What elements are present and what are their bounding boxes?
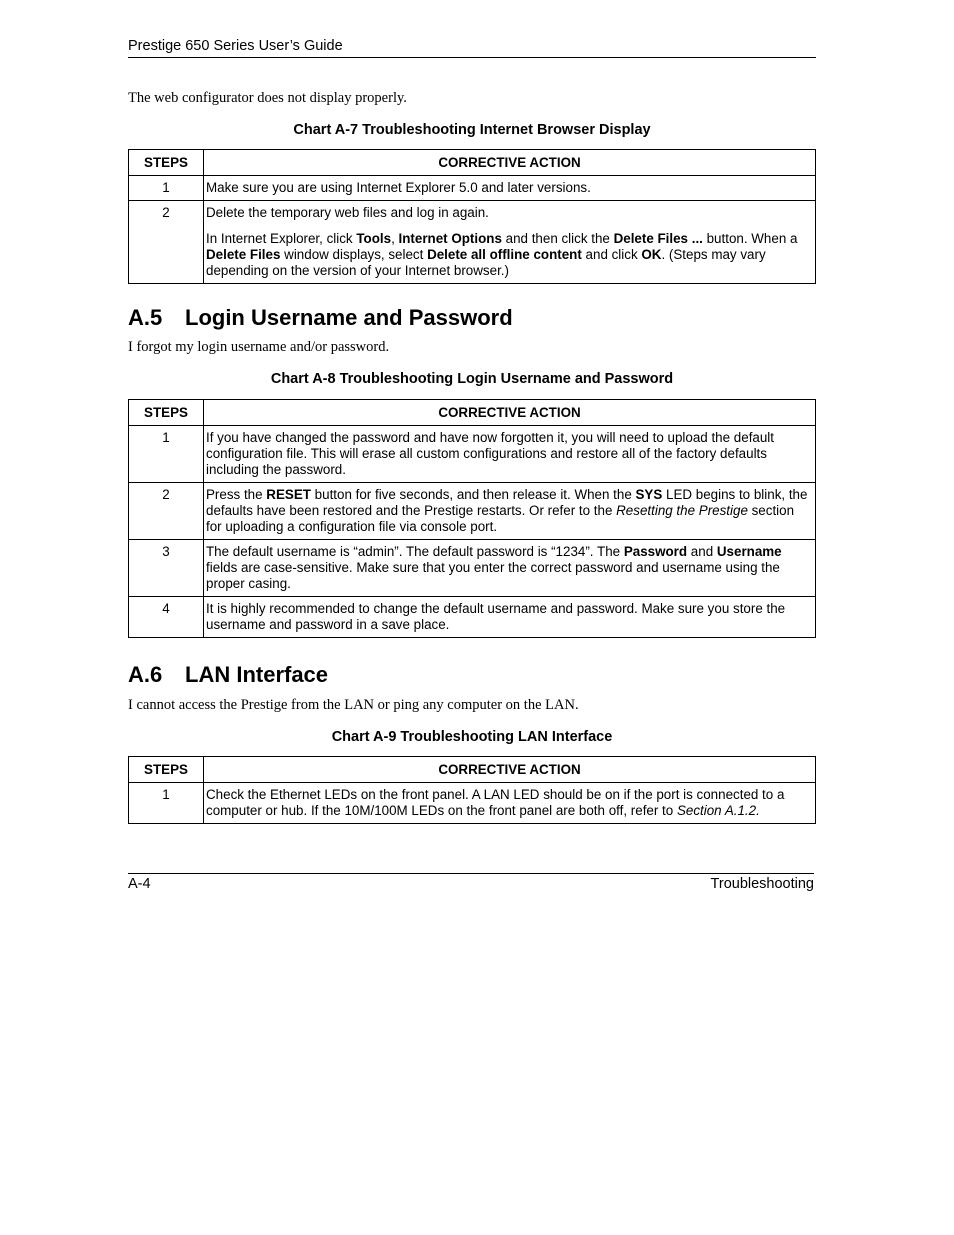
- chart-a9-table: [128, 756, 816, 824]
- table-header-row: [129, 150, 816, 176]
- corrective-action-header: CORRECTIVE ACTION: [204, 150, 816, 176]
- table-row: [129, 426, 816, 483]
- intro-text-a7: The web configurator does not display properly.: [128, 90, 407, 106]
- chart-a8-table: [128, 399, 816, 638]
- table-row: [129, 483, 816, 540]
- page-number: A-4: [128, 876, 151, 892]
- section-heading-a6: A.6 LAN Interface: [128, 662, 329, 687]
- running-footer: [128, 873, 814, 892]
- chart-a8-caption: Chart A-8 Troubleshooting Login Username and Password: [270, 371, 674, 387]
- corrective-action: If you have changed the password and have now forgotten it, you will need to upload the default configuration file. This will erase all custom configurations and restore all of the factory defaults including the password.: [204, 426, 816, 483]
- table-row: [129, 201, 816, 284]
- steps-header: STEPS: [129, 150, 204, 176]
- action-paragraph: Delete the temporary web files and log in again.: [206, 205, 489, 220]
- step-number: 1: [129, 783, 204, 824]
- step-number: 4: [129, 597, 204, 638]
- steps-header: STEPS: [129, 400, 204, 426]
- steps-header: STEPS: [129, 757, 204, 783]
- chapter-name: Troubleshooting: [710, 876, 814, 892]
- table-row: [129, 176, 816, 201]
- chart-a7-caption: Chart A-7 Troubleshooting Internet Browser Display: [293, 122, 651, 138]
- step-number: 2: [129, 483, 204, 540]
- step-number: 1: [129, 426, 204, 483]
- table-row: [129, 597, 816, 638]
- step-number: 2: [129, 201, 204, 284]
- table-row: [129, 540, 816, 597]
- corrective-action: Make sure you are using Internet Explorer 5.0 and later versions.: [204, 176, 816, 201]
- table-header-row: [129, 757, 816, 783]
- intro-text-a6: I cannot access the Prestige from the LAN or ping any computer on the LAN.: [128, 697, 579, 713]
- corrective-action: Press the RESET button for five seconds, and then release it. When the SYS LED begins to blink, the defaults have been restored and the Prestige restarts. Or refer to the Resetting the Prestige section for uploading a configuration file via console port.: [204, 483, 816, 540]
- corrective-action: The default username is “admin”. The default password is “1234”. The Password and Username fields are case-sensitive. Make sure that you enter the correct password and username using the proper casing.: [204, 540, 816, 597]
- corrective-action: [204, 201, 816, 284]
- step-number: 1: [129, 176, 204, 201]
- corrective-action-header: CORRECTIVE ACTION: [204, 400, 816, 426]
- chart-a9-caption: Chart A-9 Troubleshooting LAN Interface: [331, 729, 613, 745]
- table-header-row: [129, 400, 816, 426]
- corrective-action-header: CORRECTIVE ACTION: [204, 757, 816, 783]
- action-paragraph: In Internet Explorer, click Tools, Internet Options and then click the Delete Files ... button. When a Delete Files window displays, select Delete all offline content and click OK. (Steps may vary depending on the version of your Internet browser.): [206, 231, 798, 278]
- table-row: [129, 783, 816, 824]
- corrective-action: Check the Ethernet LEDs on the front panel. A LAN LED should be on if the port is connected to a computer or hub. If the 10M/100M LEDs on the front panel are both off, refer to Section A.1.2.: [204, 783, 816, 824]
- chart-a7-table: [128, 149, 816, 284]
- intro-text-a5: I forgot my login username and/or password.: [128, 339, 390, 355]
- step-number: 3: [129, 540, 204, 597]
- running-header: Prestige 650 Series User’s Guide: [128, 38, 816, 58]
- corrective-action: It is highly recommended to change the default username and password. Make sure you store the username and password in a save place.: [204, 597, 816, 638]
- section-heading-a5: A.5 Login Username and Password: [128, 305, 513, 330]
